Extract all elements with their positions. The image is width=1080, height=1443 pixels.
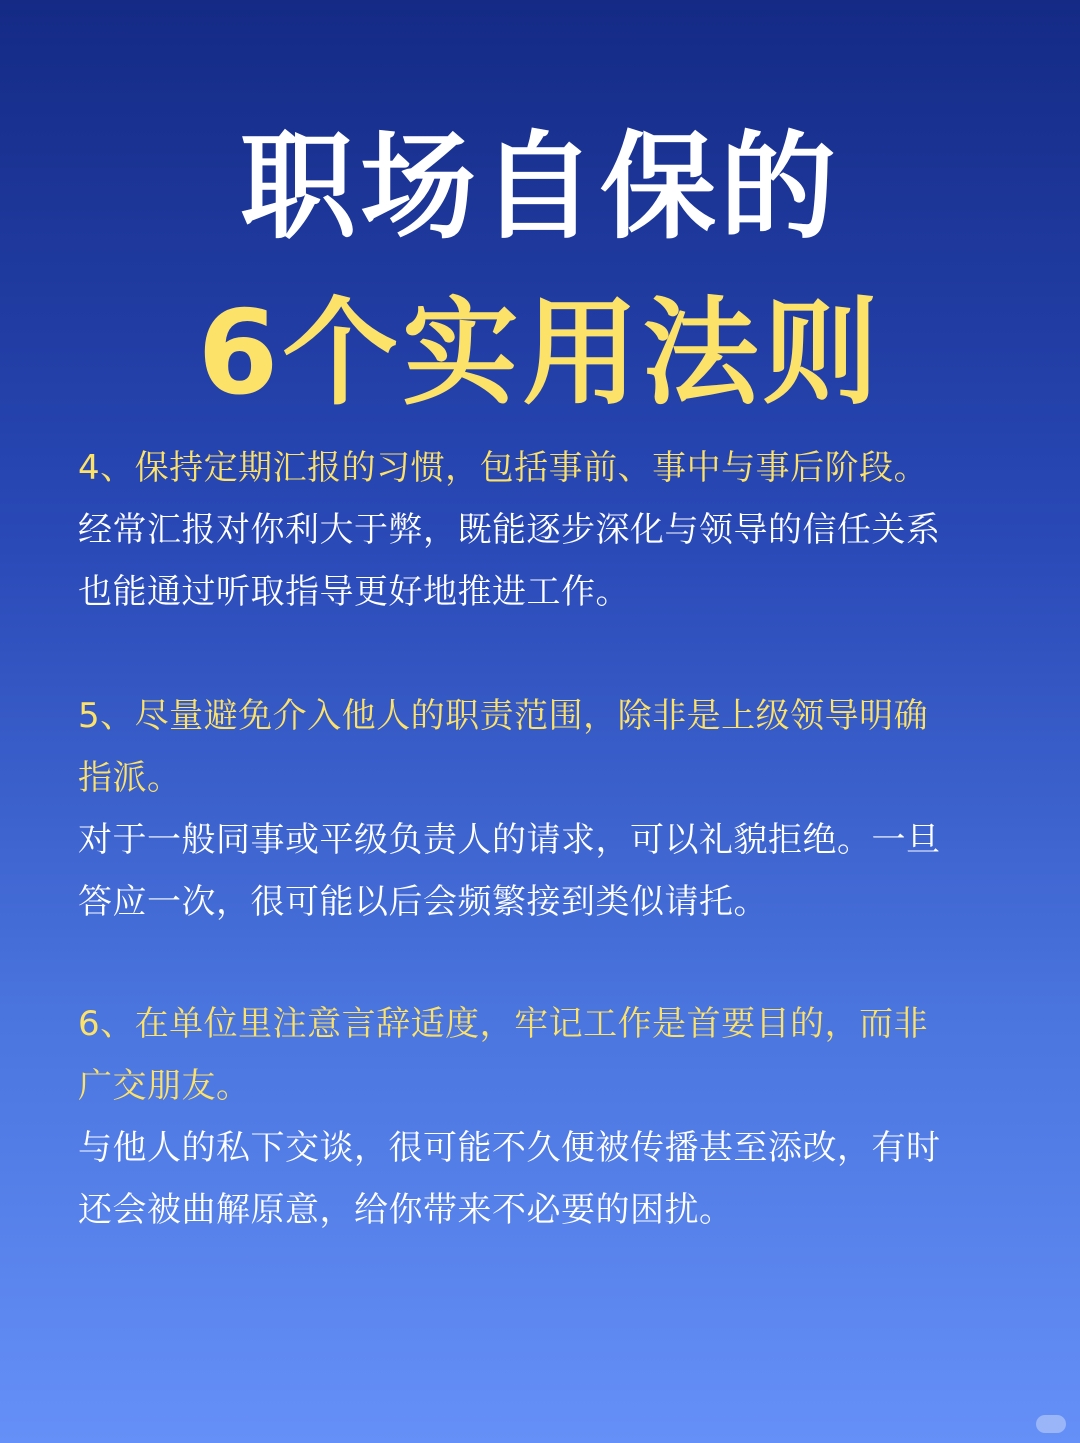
rule-heading-line: 6、在单位里注意言辞适度，牢记工作是首要目的，而非 bbox=[78, 1004, 929, 1044]
title-sub: 6个实用法则 bbox=[197, 286, 883, 421]
rule-body-line: 也能通过听取指导更好地推进工作。 bbox=[78, 572, 630, 612]
rule-heading-line: 5、尽量避免介入他人的职责范围，除非是上级领导明确 bbox=[78, 696, 929, 736]
rule-heading-line: 指派。 bbox=[78, 758, 182, 798]
watermark-badge-icon bbox=[1036, 1415, 1066, 1433]
rule-body-line: 答应一次，很可能以后会频繁接到类似请托。 bbox=[78, 882, 768, 922]
rule-body-line: 经常汇报对你利大于弊，既能逐步深化与领导的信任关系 bbox=[78, 510, 941, 550]
rule-heading-line: 4、保持定期汇报的习惯，包括事前、事中与事后阶段。 bbox=[78, 448, 929, 488]
title-main: 职场自保的 bbox=[240, 120, 840, 255]
rule-body-line: 还会被曲解原意，给你带来不必要的困扰。 bbox=[78, 1190, 734, 1230]
rule-body-line: 对于一般同事或平级负责人的请求，可以礼貌拒绝。一旦 bbox=[78, 820, 941, 860]
rule-section-6 bbox=[78, 993, 1002, 1241]
rule-section-4 bbox=[78, 437, 1002, 623]
rule-heading-line: 广交朋友。 bbox=[78, 1066, 251, 1106]
rule-body-line: 与他人的私下交谈，很可能不久便被传播甚至添改，有时 bbox=[78, 1128, 941, 1168]
rule-section-5 bbox=[78, 685, 1002, 933]
